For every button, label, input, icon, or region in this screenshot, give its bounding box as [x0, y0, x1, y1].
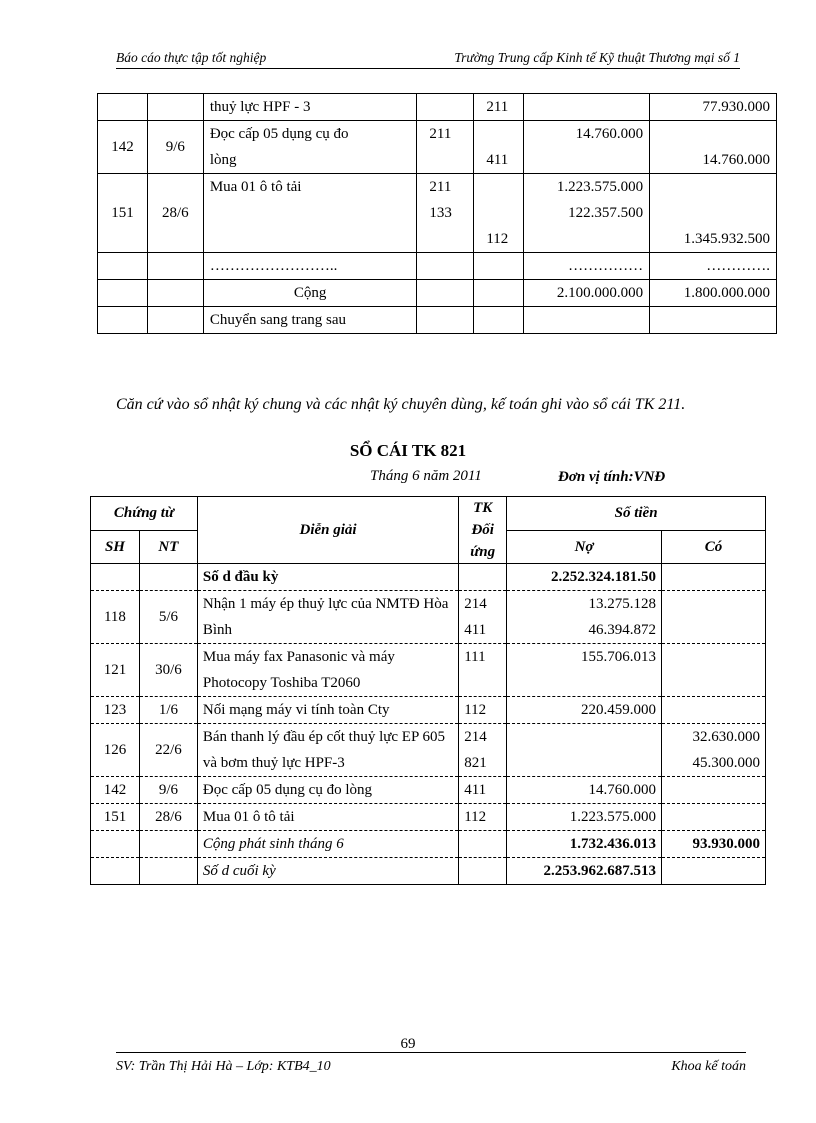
- ledger-desc: Nhận 1 máy ép thuỷ lực của NMTĐ Hòa Bình: [197, 591, 458, 644]
- journal-row: [98, 253, 777, 280]
- journal-desc: [203, 174, 417, 253]
- cell-line: ……………: [568, 258, 644, 274]
- cell-line: 211: [429, 126, 452, 142]
- cell-line: ………….: [706, 258, 770, 274]
- debit-amount: [507, 724, 662, 777]
- voucher-number: 151: [91, 804, 140, 831]
- debit-amount: [507, 697, 662, 724]
- debit-amount: [507, 804, 662, 831]
- closing-label: Số d cuối kỳ: [197, 858, 458, 885]
- page-footer: [116, 1052, 746, 1073]
- debit-amount: [507, 777, 662, 804]
- cell-line: [656, 307, 770, 333]
- cell-line: [429, 147, 467, 173]
- cell-line: [656, 200, 770, 226]
- cell-line: [656, 121, 770, 147]
- cell-line: 211: [486, 99, 509, 115]
- debit-account: [417, 253, 474, 280]
- cell-line: [656, 174, 770, 200]
- cell-line: [429, 307, 467, 333]
- debit-amount: [524, 280, 650, 307]
- cell-line: 411: [486, 152, 509, 168]
- voucher-date: [147, 307, 203, 334]
- voucher-number: 142: [98, 121, 148, 174]
- cell-line: [667, 617, 760, 643]
- opening-debit: 2.252.324.181.50: [507, 564, 662, 591]
- journal-desc: [203, 121, 417, 174]
- voucher-date: 9/6: [147, 121, 203, 174]
- cell-line: 13.275.128: [588, 596, 657, 612]
- ledger-desc: Mua 01 ô tô tải: [197, 804, 458, 831]
- cell-line: 1.800.000.000: [683, 285, 770, 301]
- contra-account: [459, 724, 507, 777]
- cell-line: 2.100.000.000: [556, 285, 644, 301]
- cell-line: [486, 174, 517, 200]
- journal-row: [98, 174, 777, 253]
- voucher-date: [147, 280, 203, 307]
- cell-line: Mua 01 ô tô tải: [209, 179, 302, 195]
- debit-header: Nợ: [507, 530, 662, 564]
- journal-row: [98, 280, 777, 307]
- voucher-date: 28/6: [147, 174, 203, 253]
- voucher-number: [98, 253, 148, 280]
- ledger-desc: Đọc cấp 05 dụng cụ đo lòng: [197, 777, 458, 804]
- ledger-row: [91, 724, 766, 777]
- amount-header: Số tiền: [507, 497, 766, 531]
- cell-line: [667, 777, 760, 803]
- cell-line: [210, 226, 411, 252]
- cell-line: [512, 724, 656, 750]
- cell-line: [667, 591, 760, 617]
- credit-amount: [662, 804, 766, 831]
- credit-amount: [650, 121, 777, 174]
- cell-line: 112: [464, 702, 487, 718]
- cell-line: 14.760.000: [702, 152, 770, 168]
- cell-line: 214: [464, 596, 487, 612]
- journal-continuation-table: [97, 93, 777, 334]
- cell-line: [486, 253, 517, 279]
- cell-line: 14.760.000: [588, 782, 657, 798]
- voucher-number: [98, 94, 148, 121]
- cell-line: 112: [464, 809, 487, 825]
- ledger-row: [91, 644, 766, 697]
- cell-line: [530, 147, 643, 173]
- voucher-date: 1/6: [139, 697, 197, 724]
- voucher-date: 5/6: [139, 591, 197, 644]
- voucher-number: 142: [91, 777, 140, 804]
- cell-line: [667, 644, 760, 670]
- cell-line: [530, 307, 643, 333]
- nt-header: NT: [139, 530, 197, 564]
- header-report-title: Báo cáo thực tập tốt nghiệp: [116, 50, 267, 65]
- ledger-row: [91, 777, 766, 804]
- journal-row: [98, 94, 777, 121]
- cell-line: 14.760.000: [575, 126, 644, 142]
- ledger-desc: Nối mạng máy vi tính toàn Cty: [197, 697, 458, 724]
- cell-line: Cộng: [293, 285, 327, 301]
- voucher-date: 22/6: [139, 724, 197, 777]
- voucher-number: 126: [91, 724, 140, 777]
- ledger-title: SỔ CÁI TK 821: [349, 441, 467, 460]
- cell-line: [429, 253, 467, 279]
- credit-amount: [662, 591, 766, 644]
- voucher-number: 151: [98, 174, 148, 253]
- cell-line: [486, 200, 517, 226]
- ledger-table: [90, 496, 766, 885]
- opening-label: Số d đầu kỳ: [197, 564, 458, 591]
- ledger-row: [91, 804, 766, 831]
- footer-department: Khoa kế toán: [671, 1059, 746, 1074]
- debit-amount: [524, 253, 650, 280]
- journal-row: [98, 121, 777, 174]
- cell-line: [429, 226, 467, 252]
- credit-account: [474, 174, 524, 253]
- journal-desc: [203, 94, 417, 121]
- cell-line: 122.357.500: [568, 205, 644, 221]
- total-row: [91, 831, 766, 858]
- credit-amount: [650, 94, 777, 121]
- total-debit: 1.732.436.013: [507, 831, 662, 858]
- voucher-date: [147, 94, 203, 121]
- contra-account: [459, 644, 507, 697]
- credit-account: [474, 307, 524, 334]
- journal-desc: [203, 307, 417, 334]
- ledger-period: Tháng 6 năm 2011: [370, 468, 482, 484]
- cell-line: 214: [464, 729, 487, 745]
- cell-line: [530, 94, 643, 120]
- cell-line: 45.300.000: [692, 755, 760, 771]
- cell-line: [667, 804, 760, 830]
- credit-amount: [650, 253, 777, 280]
- credit-account: [474, 94, 524, 121]
- credit-header: Có: [662, 530, 766, 564]
- credit-account: [474, 280, 524, 307]
- desc-header: Diễn giải: [197, 497, 458, 564]
- credit-amount: [662, 644, 766, 697]
- sh-header: SH: [91, 530, 140, 564]
- cell-line: 133: [429, 205, 452, 221]
- cell-line: 77.930.000: [702, 99, 770, 115]
- credit-amount: [662, 697, 766, 724]
- voucher-date: 28/6: [139, 804, 197, 831]
- cell-line: 821: [464, 755, 487, 771]
- cell-line: Chuyển sang trang sau: [209, 312, 347, 328]
- credit-amount: [650, 280, 777, 307]
- cell-line: [486, 280, 517, 306]
- cell-line: lòng: [209, 152, 237, 168]
- debit-amount: [507, 644, 662, 697]
- credit-amount: [650, 174, 777, 253]
- cell-line: [429, 280, 467, 306]
- header-school-name: Trường Trung cấp Kinh tế Kỹ thuật Thương mại số 1: [454, 50, 740, 65]
- ledger-desc: Bán thanh lý đầu ép cốt thuỷ lực EP 605 và bơm thuỷ lực HPF-3: [197, 724, 458, 777]
- voucher-header: Chứng từ: [91, 497, 198, 531]
- cell-line: 1.345.932.500: [683, 231, 770, 247]
- debit-amount: [524, 121, 650, 174]
- footer-student: SV: Trần Thị Hải Hà – Lớp: KTB4_10: [116, 1059, 331, 1074]
- credit-account: [474, 121, 524, 174]
- tk-header: TK Đối ứng: [459, 497, 507, 564]
- cell-line: [210, 200, 411, 226]
- ledger-desc: Mua máy fax Panasonic và máy Photocopy Toshiba T2060: [197, 644, 458, 697]
- debit-amount: [524, 174, 650, 253]
- credit-amount: [662, 724, 766, 777]
- cell-line: 411: [464, 622, 487, 638]
- cell-line: [530, 226, 643, 252]
- total-credit: 93.930.000: [662, 831, 766, 858]
- voucher-date: 9/6: [139, 777, 197, 804]
- cell-line: [429, 94, 467, 120]
- cell-line: [512, 750, 656, 776]
- voucher-number: 123: [91, 697, 140, 724]
- cell-line: [486, 121, 517, 147]
- debit-account: [417, 121, 474, 174]
- debit-amount: [507, 591, 662, 644]
- debit-account: [417, 280, 474, 307]
- cell-line: 1.223.575.000: [569, 809, 657, 825]
- voucher-number: 121: [91, 644, 140, 697]
- cell-line: [486, 307, 517, 333]
- page-number: 69: [400, 1036, 416, 1052]
- cell-line: 1.223.575.000: [556, 179, 644, 195]
- cell-line: thuỷ lực HPF - 3: [209, 99, 311, 115]
- debit-account: [417, 94, 474, 121]
- credit-amount: [662, 777, 766, 804]
- cell-line: 112: [486, 231, 509, 247]
- contra-account: [459, 804, 507, 831]
- cell-line: 46.394.872: [588, 622, 657, 638]
- voucher-date: [147, 253, 203, 280]
- page-header: [116, 50, 740, 69]
- cell-line: ……………………..: [209, 258, 338, 274]
- cell-line: 111: [464, 649, 486, 665]
- journal-desc: [203, 253, 417, 280]
- closing-balance-row: [91, 858, 766, 885]
- ledger-row: [91, 697, 766, 724]
- voucher-date: 30/6: [139, 644, 197, 697]
- voucher-number: [98, 280, 148, 307]
- cell-line: 211: [429, 179, 452, 195]
- cell-line: 411: [464, 782, 487, 798]
- journal-desc: [203, 280, 417, 307]
- voucher-number: 118: [91, 591, 140, 644]
- voucher-number: [98, 307, 148, 334]
- opening-balance-row: [91, 564, 766, 591]
- contra-account: [459, 697, 507, 724]
- debit-amount: [524, 94, 650, 121]
- credit-account: [474, 253, 524, 280]
- contra-account: [459, 591, 507, 644]
- total-label: Cộng phát sinh tháng 6: [197, 831, 458, 858]
- journal-row: [98, 307, 777, 334]
- ledger-unit: Đơn vị tính:VNĐ: [558, 469, 666, 485]
- cell-line: 220.459.000: [581, 702, 657, 718]
- debit-amount: [524, 307, 650, 334]
- debit-account: [417, 307, 474, 334]
- closing-debit: 2.253.962.687.513: [507, 858, 662, 885]
- contra-account: [459, 777, 507, 804]
- cell-line: [667, 697, 760, 723]
- cell-line: Đọc cấp 05 dụng cụ đo: [209, 126, 349, 142]
- ledger-row: [91, 591, 766, 644]
- cell-line: 155.706.013: [581, 649, 657, 665]
- intro-paragraph: Căn cứ vào sổ nhật ký chung và các nhật ký chuyên dùng, kế toán ghi vào sổ cái TK 211.: [116, 396, 686, 413]
- debit-account: [417, 174, 474, 253]
- cell-line: 32.630.000: [692, 729, 760, 745]
- credit-amount: [650, 307, 777, 334]
